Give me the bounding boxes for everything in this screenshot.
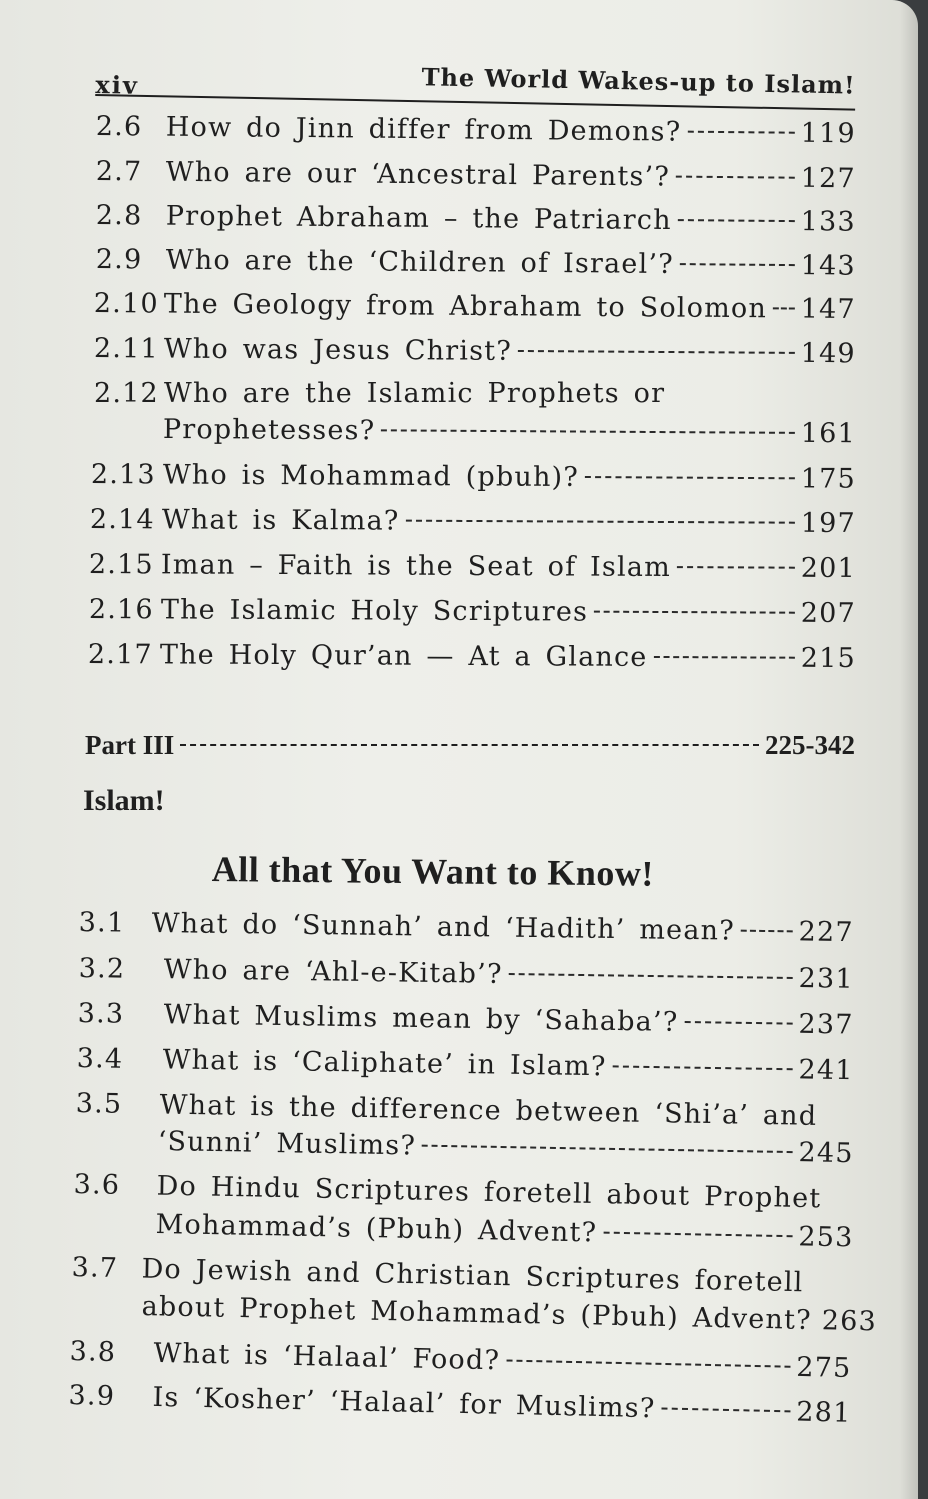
- entry-number: 2.15: [88, 549, 154, 581]
- entry-title: Who is Mohammad (pbuh)?: [162, 459, 580, 493]
- entry-page: 127: [800, 162, 856, 195]
- entry-page: 253: [798, 1221, 854, 1254]
- entry-number: 2.8: [95, 199, 143, 232]
- entry-title-continued: about Prophet Mohammad’s (Pbuh) Advent?: [141, 1290, 813, 1337]
- toc-entry: [94, 332, 856, 371]
- dot-leader: [603, 1232, 792, 1238]
- part-heading-row: [85, 728, 855, 762]
- entry-title: Who are the Islamic Prophets or: [164, 378, 666, 409]
- entry-page: 201: [800, 552, 856, 585]
- running-title: The World Wakes-up to Islam!: [421, 62, 856, 100]
- entry-page: 175: [800, 463, 856, 495]
- entry-number: 2.16: [88, 594, 154, 626]
- entry-page: 207: [800, 597, 856, 630]
- toc-entry-continuation: [163, 413, 856, 451]
- entry-page: 119: [800, 117, 856, 150]
- entry-title: What is the difference between ‘Shi’a’ and: [159, 1089, 818, 1132]
- dot-leader: [773, 307, 795, 309]
- toc-entry: [77, 997, 853, 1043]
- dot-leader: [677, 566, 795, 569]
- entry-title: Is ‘Kosher’ ‘Halaal’ for Muslims?: [152, 1381, 656, 1425]
- entry-number: 3.9: [68, 1379, 116, 1413]
- entry-page: 245: [798, 1137, 854, 1170]
- entry-page: 143: [800, 250, 856, 282]
- entry-page: 275: [795, 1351, 852, 1385]
- toc-entry: [88, 638, 856, 676]
- entry-number: 3.4: [76, 1042, 124, 1075]
- entry-page: 133: [800, 206, 856, 238]
- toc-entry: [68, 1379, 852, 1431]
- dot-leader: [684, 1021, 792, 1025]
- dot-leader: [585, 476, 795, 479]
- entry-number: 2.6: [95, 110, 143, 143]
- entry-title: What is ‘Caliphate’ in Islam?: [162, 1044, 607, 1083]
- entry-number: 3.3: [77, 997, 125, 1030]
- toc-entry: [96, 199, 856, 240]
- dot-leader: [422, 1145, 792, 1153]
- toc-entry: [96, 155, 856, 196]
- toc-entry: [91, 458, 856, 497]
- entry-number: 3.5: [75, 1087, 123, 1120]
- entry-title: Prophet Abraham – the Patriarch: [165, 200, 672, 237]
- toc-entry-continuation: [155, 1208, 854, 1255]
- part-subtitle: Islam!: [83, 784, 165, 817]
- entry-page: 263: [821, 1305, 878, 1338]
- entry-page: 237: [798, 1008, 854, 1041]
- entry-number: 2.12: [94, 378, 159, 409]
- toc-entry: [79, 952, 854, 997]
- toc-entry: [96, 243, 856, 284]
- dot-leader: [518, 350, 795, 354]
- dot-leader: [680, 263, 795, 266]
- entry-number: 3.2: [78, 952, 126, 985]
- entry-title: Who are the ‘Children of Israel’?: [165, 244, 674, 281]
- dot-leader: [661, 1407, 790, 1412]
- entry-title: Who are ‘Ahl-e-Kitab’?: [163, 954, 503, 990]
- entry-title: What is Kalma?: [161, 504, 400, 537]
- dot-leader: [678, 219, 795, 222]
- entry-title: The Islamic Holy Scriptures: [160, 594, 589, 628]
- entry-title: What Muslims mean by ‘Sahaba’?: [163, 999, 679, 1038]
- toc-entry: [89, 593, 856, 631]
- entry-page: 227: [798, 916, 854, 949]
- toc-entry: [96, 110, 856, 151]
- entry-page: 231: [798, 963, 854, 995]
- entry-number: 2.7: [95, 155, 143, 188]
- dot-leader: [613, 1065, 793, 1070]
- entry-number: 3.7: [71, 1251, 119, 1284]
- dot-leader: [741, 930, 793, 933]
- entry-number: 2.9: [95, 243, 143, 276]
- part-label: Part III: [85, 730, 175, 760]
- dot-leader: [180, 744, 759, 746]
- dot-leader: [506, 1360, 790, 1368]
- entry-page: 215: [800, 642, 856, 675]
- entry-number: 2.11: [93, 332, 159, 365]
- entry-title: What is ‘Halaal’ Food?: [153, 1337, 501, 1377]
- entry-number: 3.6: [73, 1168, 121, 1201]
- entry-number: 2.14: [89, 504, 155, 536]
- toc-entry: [69, 1335, 852, 1386]
- dot-leader: [509, 973, 793, 979]
- entry-number: 3.1: [78, 906, 126, 939]
- entry-title: Iman – Faith is the Seat of Islam: [160, 549, 672, 584]
- entry-number: 2.10: [93, 287, 159, 320]
- page-folio: xiv: [95, 69, 140, 100]
- part-heading: All that You Want to Know!: [211, 848, 655, 894]
- toc-entry-first-line: [94, 377, 665, 411]
- part-page-range: 225-342: [765, 730, 855, 760]
- entry-title: Do Hindu Scriptures foretell about Prophet: [156, 1170, 822, 1215]
- entry-number: 2.17: [87, 639, 153, 671]
- entry-page: 147: [800, 293, 856, 325]
- entry-title: Do Jewish and Christian Scriptures foretell: [141, 1253, 804, 1299]
- dot-leader: [381, 429, 794, 434]
- entry-title: Who are our ‘Ancestral Parents’?: [165, 156, 671, 193]
- entry-title: Who was Jesus Christ?: [163, 333, 513, 367]
- dot-leader: [654, 656, 795, 659]
- dot-leader: [687, 131, 794, 134]
- entry-title: The Geology from Abraham to Solomon: [163, 288, 768, 325]
- entry-page: 161: [800, 417, 856, 450]
- entry-page: 149: [800, 337, 856, 370]
- entry-title-continued: Prophetesses?: [162, 413, 376, 447]
- toc-entry: [79, 906, 854, 950]
- entry-title: The Holy Qur’an — At a Glance: [159, 639, 648, 673]
- dot-leader: [676, 176, 795, 179]
- page-header: [95, 56, 856, 111]
- entry-page: 281: [795, 1396, 852, 1429]
- entry-title-continued: Mohammad’s (Pbuh) Advent?: [155, 1208, 598, 1249]
- entry-number: 2.13: [90, 458, 156, 491]
- toc-entry: [76, 1042, 853, 1088]
- entry-page: 241: [798, 1054, 854, 1087]
- dot-leader: [594, 611, 795, 614]
- entry-page: 197: [800, 507, 856, 540]
- entry-title-continued: ‘Sunni’ Muslims?: [157, 1125, 417, 1162]
- dot-leader: [406, 520, 795, 524]
- entry-number: 3.8: [69, 1335, 117, 1369]
- toc-entry: [94, 287, 856, 327]
- entry-title: What do ‘Sunnah’ and ‘Hadith’ mean?: [151, 907, 736, 947]
- toc-entry: [90, 503, 856, 541]
- entry-title: How do Jinn differ from Demons?: [165, 111, 682, 148]
- page-edge-shadow: [900, 0, 918, 1499]
- toc-entry: [89, 548, 856, 586]
